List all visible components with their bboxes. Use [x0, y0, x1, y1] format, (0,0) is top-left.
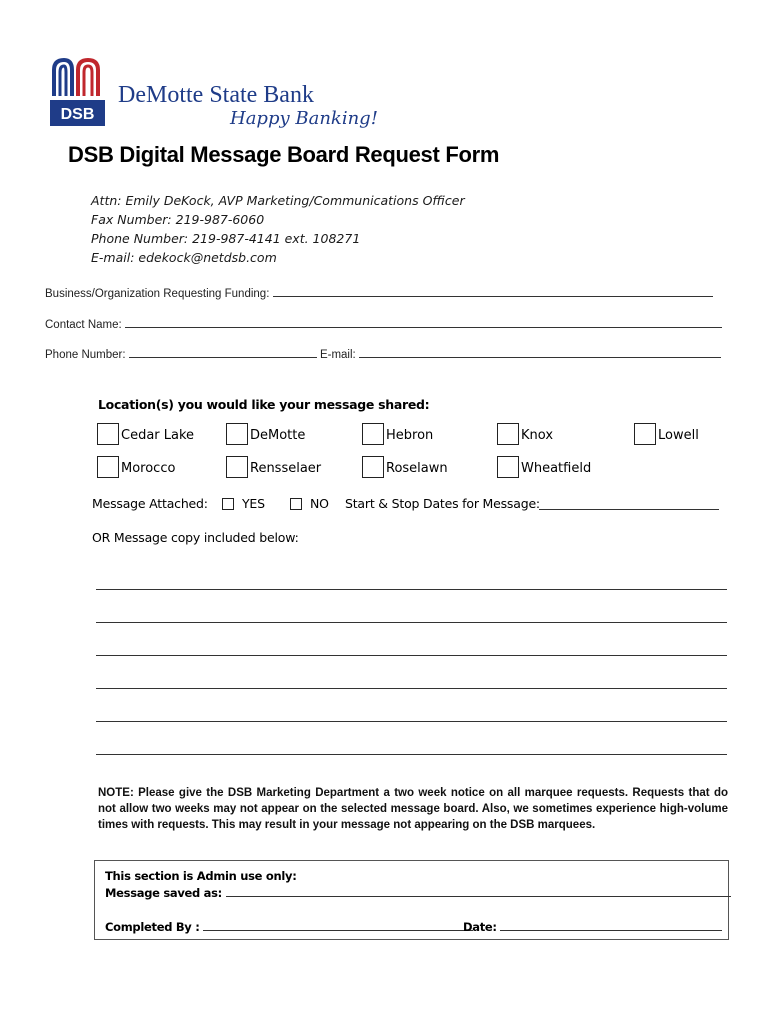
dsb-logo-icon	[50, 56, 105, 128]
message-copy-line[interactable]	[96, 688, 727, 689]
message-copy-line[interactable]	[96, 589, 727, 590]
email-input[interactable]	[359, 348, 721, 358]
attn-line: Attn: Emily DeKock, AVP Marketing/Communications Officer	[91, 193, 465, 208]
location-lowell[interactable]	[634, 423, 699, 447]
email-line: E-mail: edekock@netdsb.com	[91, 250, 277, 265]
location-label: Rensselaer	[250, 461, 322, 476]
location-label: Wheatfield	[521, 461, 592, 476]
phone-email-row	[45, 348, 721, 361]
bank-logo	[50, 56, 378, 136]
fax-line: Fax Number: 219-987-6060	[91, 212, 265, 227]
checkbox[interactable]	[634, 423, 656, 445]
message-copy-line[interactable]	[96, 721, 727, 722]
business-input[interactable]	[273, 287, 713, 297]
completed-by-row	[105, 920, 473, 934]
message-attached-label: Message Attached:	[92, 496, 208, 511]
location-label: Morocco	[121, 461, 176, 476]
bank-name: DeMotte State Bank	[118, 82, 314, 108]
yes-checkbox[interactable]	[222, 498, 234, 510]
admin-section-label: This section is Admin use only:	[105, 869, 297, 883]
date-row	[463, 920, 722, 934]
message-saved-row	[105, 886, 731, 900]
location-label: Knox	[521, 428, 554, 443]
date-input[interactable]	[500, 920, 722, 931]
checkbox[interactable]	[497, 456, 519, 478]
location-label: DeMotte	[250, 428, 306, 443]
contact-field-row	[45, 318, 722, 331]
location-rensselaer[interactable]	[226, 456, 321, 480]
location-cedar-lake[interactable]	[97, 423, 194, 447]
message-copy-line[interactable]	[96, 754, 727, 755]
completed-by-input[interactable]	[203, 920, 473, 931]
checkbox[interactable]	[362, 456, 384, 478]
message-saved-input[interactable]	[226, 886, 731, 897]
checkbox[interactable]	[226, 423, 248, 445]
location-label: Cedar Lake	[121, 428, 195, 443]
phone-input[interactable]	[129, 348, 317, 358]
phone-line: Phone Number: 219-987-4141 ext. 108271	[91, 231, 361, 246]
dates-input[interactable]	[539, 497, 719, 510]
location-demotte[interactable]	[226, 423, 305, 447]
checkbox[interactable]	[97, 456, 119, 478]
phone-label: Phone Number:	[45, 349, 126, 361]
location-label: Roselawn	[386, 461, 448, 476]
date-label: Date:	[463, 920, 497, 934]
yes-label: YES	[242, 496, 265, 511]
location-label: Hebron	[386, 428, 434, 443]
location-hebron[interactable]	[362, 423, 433, 447]
business-field-row	[45, 287, 713, 300]
checkbox[interactable]	[97, 423, 119, 445]
admin-section	[94, 860, 729, 940]
page-title: DSB Digital Message Board Request Form	[68, 142, 500, 167]
business-label: Business/Organization Requesting Funding:	[45, 288, 270, 300]
completed-by-label: Completed By :	[105, 920, 200, 934]
attention-block	[91, 191, 465, 267]
no-label: NO	[310, 496, 329, 511]
logo-letters: DSB	[60, 106, 95, 123]
location-morocco[interactable]	[97, 456, 175, 480]
checkbox[interactable]	[226, 456, 248, 478]
message-saved-label: Message saved as:	[105, 886, 222, 900]
contact-input[interactable]	[125, 318, 722, 328]
message-copy-line[interactable]	[96, 622, 727, 623]
message-copy-label: OR Message copy included below:	[92, 530, 299, 545]
note-text: NOTE: Please give the DSB Marketing Department a two week notice on all marquee requests. Requests that do not allow two weeks may not appear on the selected message board. Also, we sometimes experience high-volume times with requests. This may result in your message not appearing on the DSB marquees.	[98, 787, 728, 831]
location-roselawn[interactable]	[362, 456, 448, 480]
locations-title: Location(s) you would like your message shared:	[98, 397, 430, 412]
location-knox[interactable]	[497, 423, 553, 447]
checkbox[interactable]	[497, 423, 519, 445]
location-label: Lowell	[658, 428, 699, 443]
location-wheatfield[interactable]	[497, 456, 591, 480]
dates-label: Start & Stop Dates for Message:	[345, 496, 540, 511]
contact-label: Contact Name:	[45, 319, 122, 331]
checkbox[interactable]	[362, 423, 384, 445]
no-checkbox[interactable]	[290, 498, 302, 510]
email-label: E-mail:	[319, 349, 356, 361]
message-copy-line[interactable]	[96, 655, 727, 656]
tagline: Happy Banking!	[230, 108, 378, 129]
